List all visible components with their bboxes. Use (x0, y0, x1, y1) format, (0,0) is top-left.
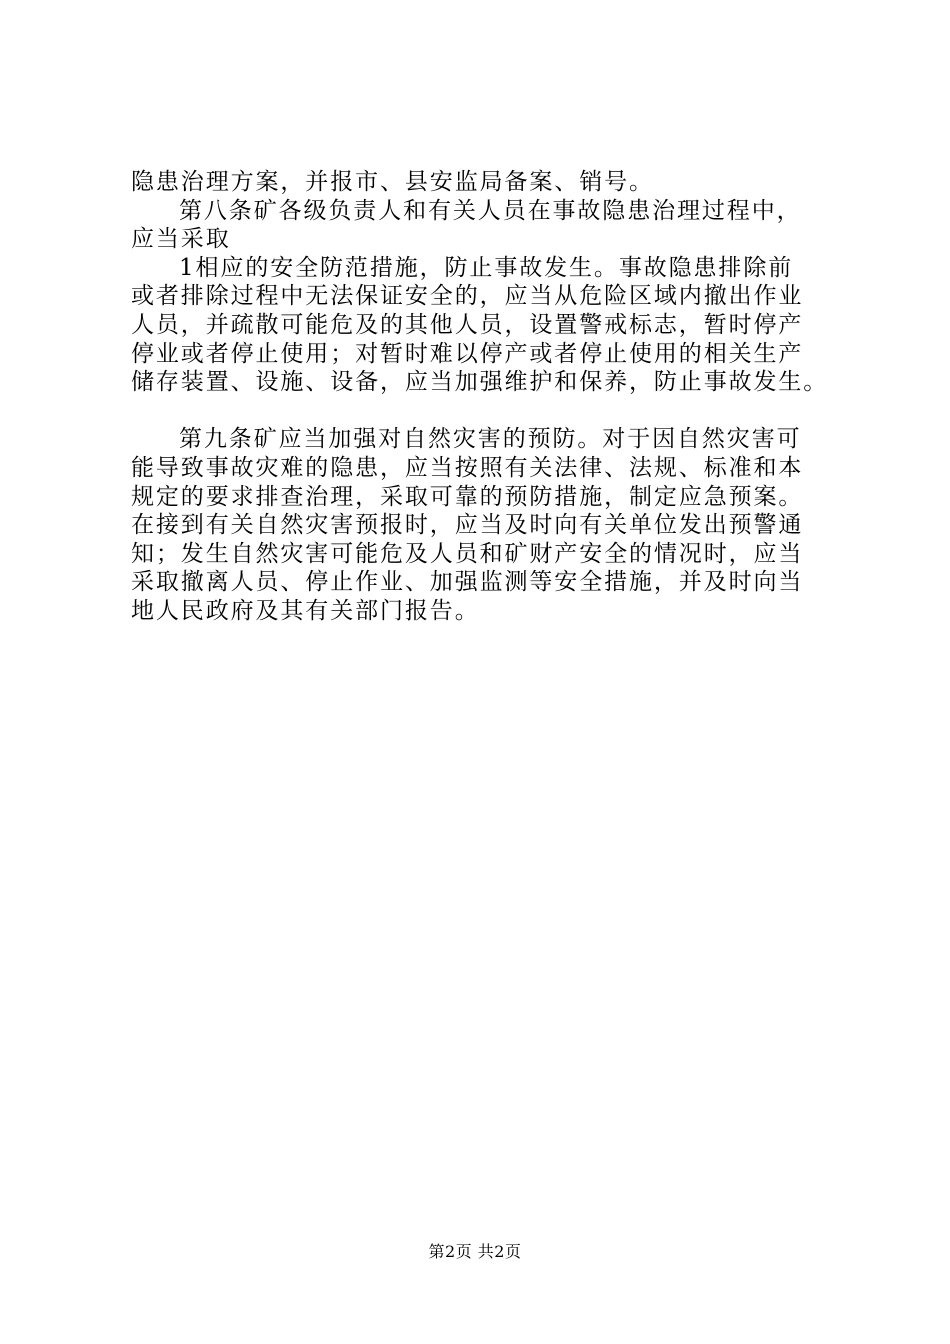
text-line: 隐患治理方案，并报市、县安监局备案、销号。 (131, 169, 654, 195)
document-body (131, 168, 831, 626)
text-line: 人员，并疏散可能危及的其他人员，设置警戒标志，暂时停产 (131, 311, 804, 338)
text-line: 储存装置、设施、设备，应当加强维护和保养，防止事故发生。 (131, 369, 829, 396)
paragraph-gap (131, 397, 831, 426)
text-line: 应当采取 (131, 226, 231, 253)
text-line: 1相应的安全防范措施，防止事故发生。事故隐患排除前 (179, 254, 794, 281)
text-line: 在接到有关自然灾害预报时，应当及时向有关单位发出预警通 (131, 512, 804, 539)
page-footer (0, 1242, 950, 1262)
text-line: 规定的要求排查治理，采取可靠的预防措施，制定应急预案。 (131, 483, 804, 510)
text-line: 能导致事故灾难的隐患，应当按照有关法律、法规、标准和本 (131, 454, 804, 481)
text-line: 采取撤离人员、停止作业、加强监测等安全措施，并及时向当 (131, 569, 804, 596)
text-line: 知；发生自然灾害可能危及人员和矿财产安全的情况时，应当 (131, 540, 804, 567)
text-line: 或者排除过程中无法保证安全的，应当从危险区域内撤出作业 (131, 283, 804, 310)
text-line: 地人民政府及其有关部门报告。 (131, 597, 480, 624)
article-9-heading-line: 第九条矿应当加强对自然灾害的预防。对于因自然灾害可 (179, 426, 802, 453)
text-line: 停业或者停止使用；对暂时难以停产或者停止使用的相关生产 (131, 340, 804, 367)
page-number: 第2页 共2页 (428, 1242, 522, 1261)
article-8-heading-line: 第八条矿各级负责人和有关人员在事故隐患治理过程中， (179, 197, 802, 224)
